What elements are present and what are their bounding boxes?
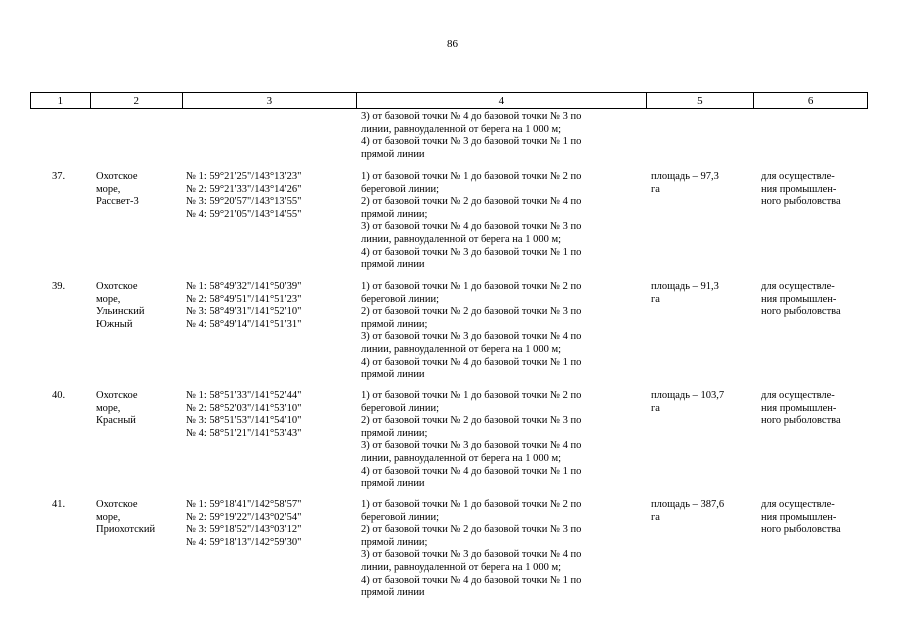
boundary-text: 3) от базовой точки № 4 до базовой точки № 3 по линии, равноудаленной от берега на 1 000 м; 4) от базовой точки № 3 до базовой точки № 1 по прямой линии xyxy=(361,111,582,160)
boundary-text: 1) от базовой точки № 1 до базовой точки № 2 по береговой линии; 2) от базовой точки № 2 до базовой точки № 3 по прямой линии; 3) от базовой точки № 3 до базовой точки № 4 по линии, равноудаленной от берега на 1 000 м; 4) от базовой точки № 4 до базовой точки № 1 по прямой линии xyxy=(361,281,582,381)
purpose-text: для осуществле- ния промышлен- ного рыболовства xyxy=(761,171,841,208)
continuation-row xyxy=(30,111,868,161)
page-number: 86 xyxy=(447,38,458,50)
row-number: 41. xyxy=(52,499,66,510)
header-col-1: 1 xyxy=(31,93,91,108)
boundary-text: 1) от базовой точки № 1 до базовой точки № 2 по береговой линии; 2) от базовой точки № 2 до базовой точки № 3 по прямой линии; 3) от базовой точки № 3 до базовой точки № 4 по линии, равноудаленной от берега на 1 000 м; 4) от базовой точки № 4 до базовой точки № 1 по прямой линии xyxy=(361,390,582,490)
table-row xyxy=(30,390,868,491)
area-text: площадь – 387,6 га xyxy=(651,499,725,523)
row-number: 39. xyxy=(52,281,66,292)
table-row xyxy=(30,171,868,272)
table-header xyxy=(30,92,868,109)
base-points: № 1: 59°21'25"/143°13'23" № 2: 59°21'33"/143°14'26" № 3: 59°20'57"/143°13'55" № 4: 59°21'05"/143°14'55" xyxy=(186,171,302,220)
area-text: площадь – 103,7 га xyxy=(651,390,725,414)
purpose-text: для осуществле- ния промышлен- ного рыболовства xyxy=(761,499,841,536)
row-number: 37. xyxy=(52,171,66,182)
site-name: Охотское море, Ульинский Южный xyxy=(96,281,145,330)
table-row xyxy=(30,281,868,382)
site-name: Охотское море, Рассвет-3 xyxy=(96,171,139,208)
header-col-4: 4 xyxy=(357,93,646,108)
header-col-5: 5 xyxy=(647,93,755,108)
header-col-6: 6 xyxy=(807,95,814,107)
header-col-3: 3 xyxy=(183,93,358,108)
base-points: № 1: 59°18'41"/142°58'57" № 2: 59°19'22"/143°02'54" № 3: 59°18'52"/143°03'12" № 4: 59°18'13"/142°59'30" xyxy=(186,499,302,548)
area-text: площадь – 91,3 га xyxy=(651,281,719,305)
purpose-text: для осуществле- ния промышлен- ного рыболовства xyxy=(761,390,841,427)
header-col-2: 2 xyxy=(91,93,183,108)
base-points: № 1: 58°49'32"/141°50'39" № 2: 58°49'51"/141°51'23" № 3: 58°49'31"/141°52'10" № 4: 58°49'14"/141°51'31" xyxy=(186,281,302,330)
table-row xyxy=(30,499,868,600)
boundary-text: 1) от базовой точки № 1 до базовой точки № 2 по береговой линии; 2) от базовой точки № 2 до базовой точки № 3 по прямой линии; 3) от базовой точки № 3 до базовой точки № 4 по линии, равноудаленной от берега на 1 000 м; 4) от базовой точки № 4 до базовой точки № 1 по прямой линии xyxy=(361,499,582,599)
site-name: Охотское море, Красный xyxy=(96,390,138,427)
area-text: площадь – 97,3 га xyxy=(651,171,719,195)
boundary-text: 1) от базовой точки № 1 до базовой точки № 2 по береговой линии; 2) от базовой точки № 2 до базовой точки № 4 по прямой линии; 3) от базовой точки № 4 до базовой точки № 3 по линии, равноудаленной от берега на 1 000 м; 4) от базовой точки № 3 до базовой точки № 1 по прямой линии xyxy=(361,171,582,271)
row-number: 40. xyxy=(52,390,66,401)
purpose-text: для осуществле- ния промышлен- ного рыболовства xyxy=(761,281,841,318)
base-points: № 1: 58°51'33"/141°52'44" № 2: 58°52'03"/141°53'10" № 3: 58°51'53"/141°54'10" № 4: 58°51'21"/141°53'43" xyxy=(186,390,302,439)
site-name: Охотское море, Приохотский xyxy=(96,499,156,536)
